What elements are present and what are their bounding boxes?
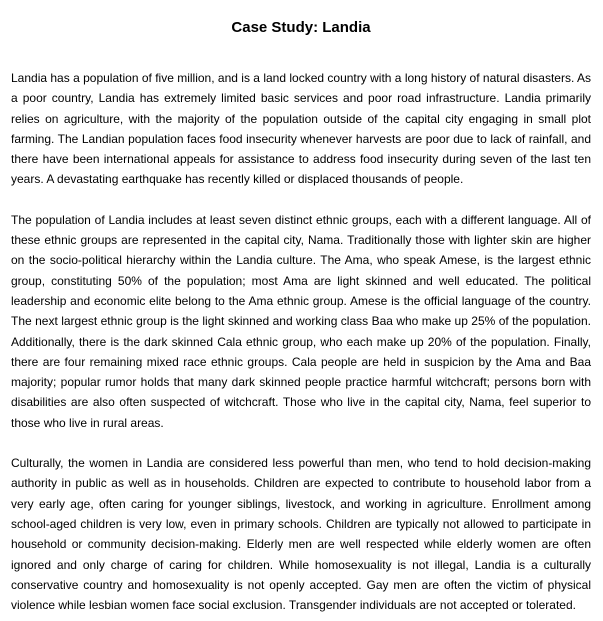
- paragraph-culture: Culturally, the women in Landia are considered less powerful than men, who tend to hold decision-making authority in public as well as in households. Children are expected to contribute to household labor from a very early age, often caring for younger siblings, livestock, and working in agriculture. Enrollment among school-aged children is very low, even in primary schools. Children are typically not allowed to participate in household or community decision-making. Elderly men are well respected while elderly women are often ignored and only charge of caring for children. While homosexuality is not illegal, Landia is a culturally conservative country and homosexuality is not openly accepted. Gay men are often the victim of physical violence while lesbian women face social exclusion. Transgender individuals are not accepted or tolerated.: [11, 456, 591, 613]
- paragraph-ethnic-groups: The population of Landia includes at least seven distinct ethnic groups, each with a different language. All of these ethnic groups are represented in the capital city, Nama. Traditionally those with lighter skin are higher on the socio-political hierarchy within the Landia culture. The Ama, who speak Amese, is the largest ethnic group, constituting 50% of the population; most Ama are light skinned and well educated. The political leadership and economic elite belong to the Ama ethnic group. Amese is the official language of the country. The next largest ethnic group is the light skinned and working class Baa who make up 25% of the population. Additionally, there is the dark skinned Cala ethnic group, who each make up 20% of the population. Finally, there are four remaining mixed race ethnic groups. Cala people are held in suspicion by the Ama and Baa majority; popular rumor holds that many dark skinned people practice harmful witchcraft; persons born with disabilities are also often suspected of witchcraft. Those who live in the capital city, Nama, feel superior to those who live in rural areas.: [11, 212, 591, 430]
- paragraph-overview: Landia has a population of five million, and is a land locked country with a long history of natural disasters. As a poor country, Landia has extremely limited basic services and poor road infrastructure. Landia primarily relies on agriculture, with the majority of the population outside of the capital city engaging in small plot farming. The Landian population faces food insecurity whenever harvests are poor due to lack of rainfall, and there have been international appeals for assistance to address food insecurity during seven of the last ten years. A devastating earthquake has recently killed or displaced thousands of people.: [11, 71, 591, 187]
- document-title: Case Study: Landia: [231, 19, 371, 36]
